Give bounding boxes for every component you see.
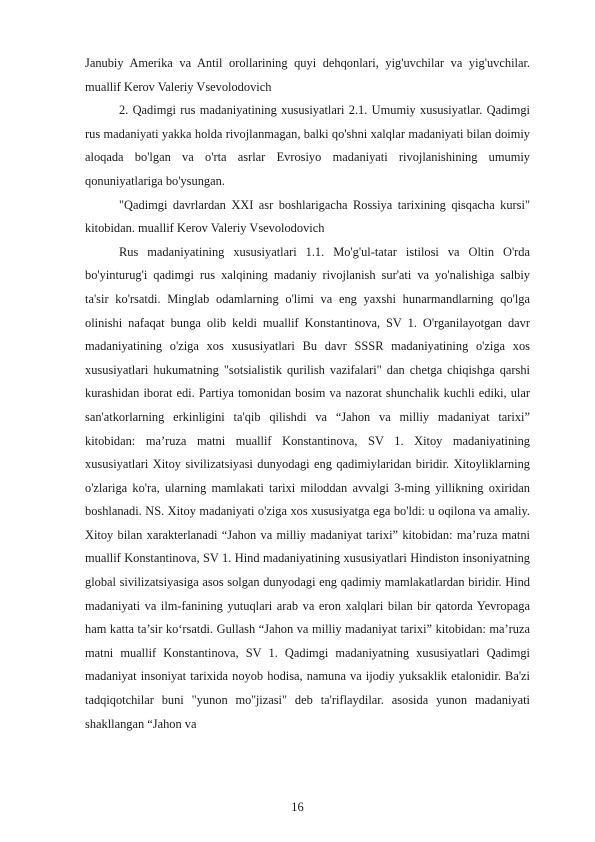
- paragraph-2: 2. Qadimgi rus madaniyatining xususiyatlari 2.1. Umumiy xususiyatlar. Qadimgi rus madaniyati yakka holda rivojlanmagan, balki qo'shni xalqlar madaniyati bilan doimiy aloqada bo'lgan va o'rta asrlar Evrosiyo madaniyati rivojlanishining umumiy qonuniyatlariga bo'ysungan.: [85, 103, 530, 188]
- paragraph-3: "Qadimgi davrlardan XXI asr boshlarigacha Rossiya tarixining qisqacha kursi" kitobidan. muallif Kerov Valeriy Vsevolodovich: [85, 197, 530, 236]
- page-number: 16: [291, 800, 304, 814]
- paragraph-1: Janubiy Amerika va Antil orollarining quyi dehqonlari, yig'uvchilar va yig'uvchilar. muallif Kerov Valeriy Vsevolodovich: [85, 56, 530, 94]
- paragraph-4: Rus madaniyatining xususiyatlari 1.1. Mo'g'ul-tatar istilosi va Oltin O'rda bo'yinturug'i qadimgi rus xalqining madaniy rivojlanish sur'ati va yo'nalishiga salbiy ta'sir ko'rsatdi. Minglab odamlarning o'limi va eng yaxshi hunarmandlarning qo'lga olinishi nafaqat bunga olib keldi muallif Konstantinova, SV 1. O'rganilayotgan davr madaniyatining o'ziga xos xususiyatlari Bu davr SSSR madaniyatining o'ziga xos xususiyatlari hukumatning "sotsialistik qurilish vazifalari" dan chetga chiqishga qarshi kurashidan iborat edi. Partiya tomonidan bosim va nazorat shunchalik kuchli ediki, ular san'atkorlarning erkinligini ta'qib qilishdi va “Jahon va milliy madaniyat tarixi” kitobidan: ma’ruza matni muallif Konstantinova, SV 1. Xitoy madaniyatining xususiyatlari Xitoy sivilizatsiyasi dunyodagi eng qadimiylaridan biridir. Xitoyliklarning o'zlariga ko'ra, ularning mamlakati tarixi miloddan avvalgi 3-ming yillikning oxiridan boshlanadi. NS. Xitoy madaniyati o'ziga xos xususiyatga ega bo'ldi: u oqilona va amaliy. Xitoy bilan xarakterlanadi “Jahon va milliy madaniyat tarixi” kitobidan: ma’ruza matni muallif Konstantinova, SV 1. Hind madaniyatining xususiyatlari Hindiston insoniyatning global sivilizatsiyasiga asos solgan dunyodagi eng qadimiy mamlakatlardan biridir. Hind madaniyati va ilm-fanining yutuqlari arab va eron xalqlari bilan bir qatorda Yevropaga ham katta ta’sir ko‘rsatdi. Gullash “Jahon va milliy madaniyat tarixi” kitobidan: ma’ruza matni muallif Konstantinova, SV 1. Qadimgi madaniyatning xususiyatlari Qadimgi madaniyat insoniyat tarixida noyob hodisa, namuna va ijodiy yuksaklik etalonidir. Ba'zi tadqiqotchilar buni "yunon mo''jizasi" deb ta'riflaydilar. asosida yunon madaniyati shakllangan “Jahon va: [85, 244, 530, 731]
- document-page: [85, 52, 530, 736]
